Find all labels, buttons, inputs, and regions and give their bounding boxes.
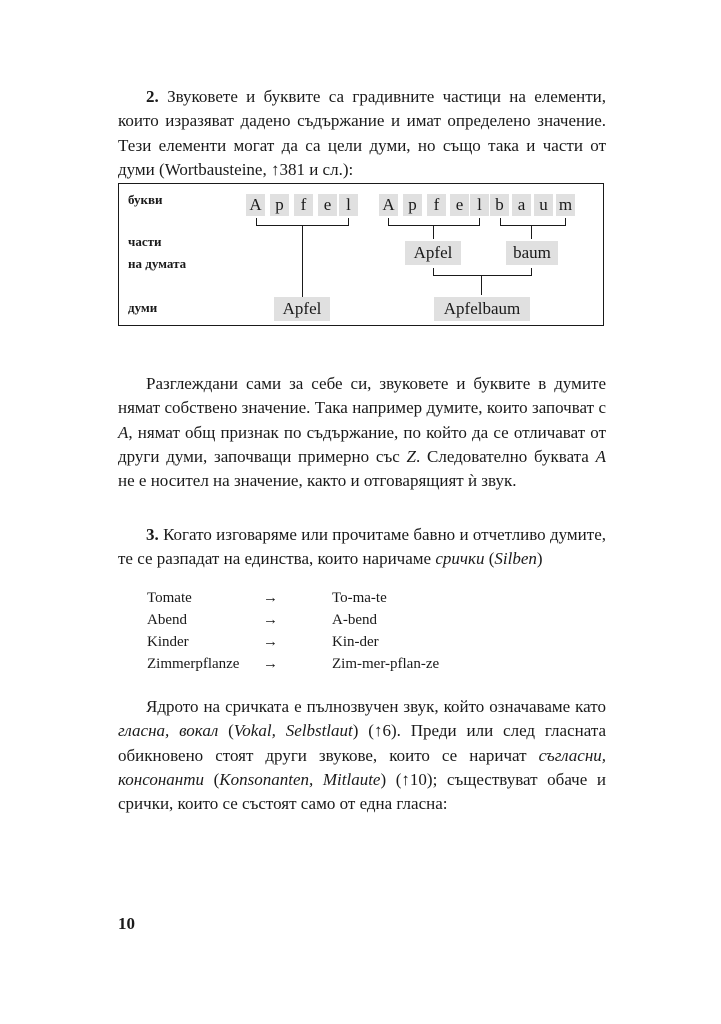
- letter-cell: A: [246, 194, 265, 216]
- section-2-number: 2.: [146, 87, 159, 106]
- italic-term: гласна, вокал: [118, 721, 219, 741]
- paragraph-text: (: [218, 721, 234, 741]
- letter-cell: e: [318, 194, 337, 216]
- part-chip-apfel: Apfel: [405, 241, 461, 265]
- italic-letter: A: [595, 446, 606, 466]
- word-chip-apfelbaum: Apfelbaum: [434, 297, 530, 321]
- italic-letter: A: [118, 422, 129, 442]
- letter-cell: p: [270, 194, 289, 216]
- arrow-icon: →: [263, 656, 278, 672]
- syllable-word: Tomate: [147, 590, 192, 606]
- page-number: 10: [118, 914, 135, 933]
- bracket-line: [433, 275, 532, 276]
- letter-cell: e: [450, 194, 469, 216]
- letter-cell: l: [339, 194, 358, 216]
- word-structure-diagram: [118, 183, 604, 326]
- label-letters: букви: [128, 192, 163, 207]
- vowel-paragraph: [118, 695, 606, 816]
- word-chip-apfel: Apfel: [274, 297, 330, 321]
- bracket-line: [481, 275, 482, 295]
- syllable-split: Kin-der: [332, 634, 379, 650]
- part-chip-baum: baum: [506, 241, 558, 265]
- bracket-line: [479, 218, 480, 226]
- paragraph-text: , нямат общ признак по съдържание, по който да се отличават от други думи, започващи примерно със: [118, 422, 606, 466]
- letters-meaning-paragraph: [118, 372, 606, 493]
- letter-cell: l: [470, 194, 489, 216]
- paragraph-text: Когато изговаряме или прочитаме бавно и отчетливо думите, те се разпадат на единства, които наричаме: [118, 525, 606, 569]
- letter-cell: b: [490, 194, 509, 216]
- paragraph-text: ) (↑10); съществуват обаче и срички, които се състоят само от една гласна:: [118, 769, 606, 814]
- italic-term: Konsonanten, Mitlaute: [219, 769, 381, 789]
- arrow-icon: →: [263, 590, 278, 606]
- italic-term: съгласни, консонанти: [118, 745, 606, 789]
- paragraph-text: не е носител на значение, както и отговарящият ѝ звук.: [118, 471, 517, 491]
- syllable-split: A-bend: [332, 612, 377, 628]
- syllable-split: Zim-mer-pflan-ze: [332, 656, 440, 672]
- bracket-line: [531, 268, 532, 276]
- letter-cell: m: [556, 194, 575, 216]
- bracket-line: [388, 225, 480, 226]
- arrow-icon: →: [263, 634, 278, 650]
- italic-term: Vokal, Selbstlaut: [233, 721, 353, 741]
- paragraph-text: (: [204, 769, 220, 789]
- paragraph-text: . Следователно буквата: [416, 446, 596, 466]
- paragraph-text: Разглеждани сами за себе си, звуковете и буквите в думите нямат собствено значение. Така например думите, които започват с: [118, 374, 606, 418]
- paragraph-text: ) (↑6). Преди или след гласната обикновено стоят други звукове, които се наричат: [118, 721, 607, 765]
- bracket-line: [565, 218, 566, 226]
- syllable-word: Kinder: [147, 634, 189, 650]
- section-3-number: 3.: [146, 525, 159, 544]
- bracket-line: [348, 218, 349, 226]
- arrow-icon: →: [263, 612, 278, 628]
- bracket-line: [433, 225, 434, 239]
- syllable-word: Zimmerpflanze: [147, 656, 240, 672]
- letter-cell: f: [294, 194, 313, 216]
- italic-term: срички: [435, 549, 485, 569]
- paragraph-text: ): [536, 549, 543, 569]
- bracket-line: [302, 225, 303, 298]
- label-parts: части: [128, 234, 162, 249]
- letter-cell: p: [403, 194, 422, 216]
- syllable-split: To-ma-te: [332, 590, 387, 606]
- letter-cell: a: [512, 194, 531, 216]
- label-of-word: на думата: [128, 256, 187, 271]
- label-words: думи: [128, 300, 158, 315]
- section-3-paragraph: [118, 523, 606, 572]
- letter-cell: A: [379, 194, 398, 216]
- bracket-line: [531, 225, 532, 239]
- section-2-text: Звуковете и буквите са градивните частици на елементи, които изразяват дадено съдържание и имат определено значение. Тези елементи могат да са цели думи, но също така и части от думи (Wortbausteine, ↑381 и сл.):: [118, 87, 606, 179]
- letter-cell: u: [534, 194, 553, 216]
- bracket-line: [500, 225, 566, 226]
- letter-cell: f: [427, 194, 446, 216]
- italic-letter: Z: [406, 446, 416, 466]
- paragraph-text: (: [484, 549, 495, 569]
- syllable-word: Abend: [147, 612, 187, 628]
- paragraph-text: Ядрото на сричката е пълнозвучен звук, който означаваме като: [146, 697, 606, 716]
- section-2-paragraph: [118, 85, 606, 182]
- italic-term: Silben: [494, 549, 537, 569]
